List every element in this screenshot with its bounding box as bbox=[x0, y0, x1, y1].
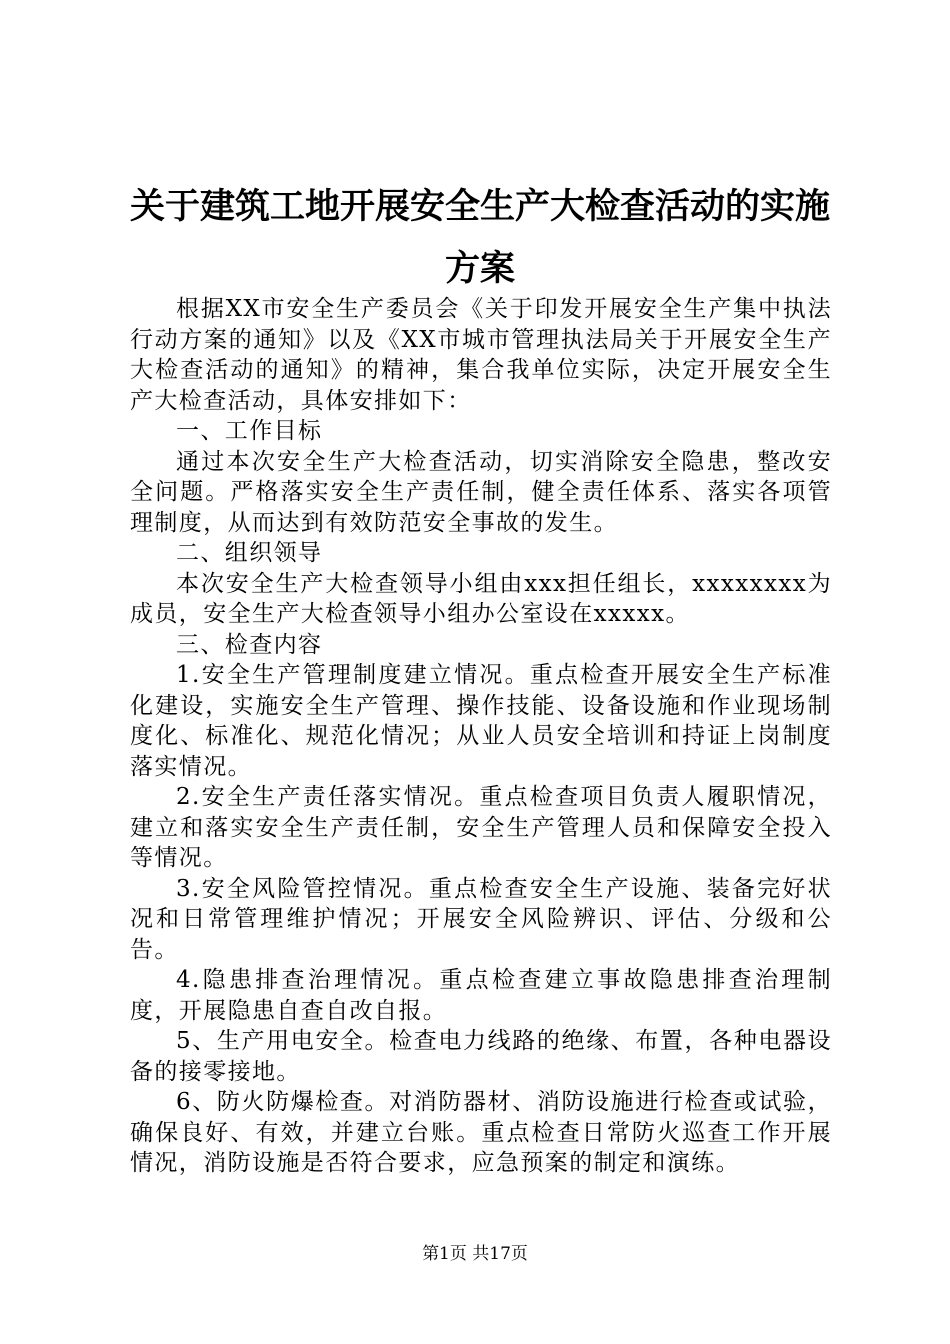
page-number-footer: 第1页 共17页 bbox=[422, 1244, 528, 1264]
paragraph-item-4: 4.隐患排查治理情况。重点检查建立事故隐患排查治理制度，开展隐患自查自改自报。 bbox=[130, 967, 832, 1024]
paragraph-intro: 根据XX市安全生产委员会《关于印发开展安全生产集中执法行动方案的通知》以及《XX市城市管理执法局关于开展安全生产大检查活动的通知》的精神，集合我单位实际，决定开展安全生产大检查活动，具体安排如下： bbox=[130, 296, 832, 414]
paragraph-organization: 本次安全生产大检查领导小组由xxx担任组长，xxxxxxxx为成员，安全生产大检查领导小组办公室设在xxxxx。 bbox=[130, 570, 832, 627]
paragraph-item-6: 6、防火防爆检查。对消防器材、消防设施进行检查或试验，确保良好、有效，并建立台账。重点检查日常防火巡查工作开展情况，消防设施是否符合要求，应急预案的制定和演练。 bbox=[130, 1089, 832, 1176]
paragraph-work-goal: 通过本次安全生产大检查活动，切实消除安全隐患，整改安全问题。严格落实安全生产责任制，健全责任体系、落实各项管理制度，从而达到有效防范安全事故的发生。 bbox=[130, 448, 832, 536]
document-body bbox=[130, 294, 832, 1179]
heading-inspection-content: 三、检查内容 bbox=[176, 631, 323, 658]
paragraph-item-1: 1.安全生产管理制度建立情况。重点检查开展安全生产标准化建设，实施安全生产管理、操作技能、设备设施和作业现场制度化、标准化、规范化情况；从业人员安全培训和持证上岗制度落实情况。 bbox=[130, 662, 832, 780]
document-title: 关于建筑工地开展安全生产大检查活动的实施方案 bbox=[129, 187, 830, 289]
paragraph-item-3: 3.安全风险管控情况。重点检查安全生产设施、装备完好状况和日常管理维护情况；开展安全风险辨识、评估、分级和公告。 bbox=[130, 875, 832, 963]
heading-work-goal: 一、工作目标 bbox=[176, 418, 323, 444]
paragraph-item-5: 5、生产用电安全。检查电力线路的绝缘、布置，各种电器设备的接零接地。 bbox=[130, 1028, 832, 1085]
paragraph-item-2: 2.安全生产责任落实情况。重点检查项目负责人履职情况，建立和落实安全生产责任制，安全生产管理人员和保障安全投入等情况。 bbox=[130, 784, 832, 871]
heading-organization: 二、组织领导 bbox=[176, 540, 323, 566]
